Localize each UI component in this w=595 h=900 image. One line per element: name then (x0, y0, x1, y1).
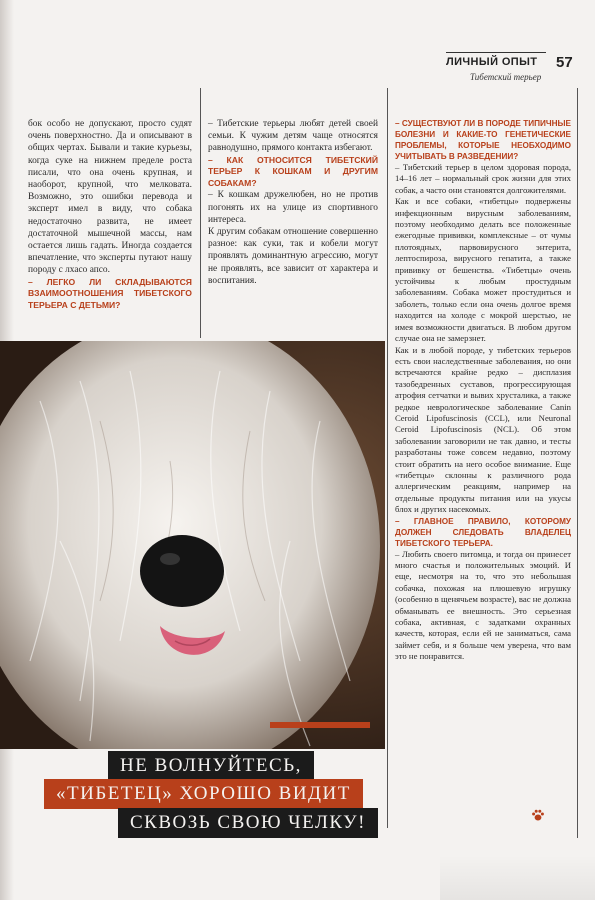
dog-nose (140, 535, 224, 607)
banner-line-2: «ТИБЕТЕЦ» ХОРОШО ВИДИТ (44, 779, 363, 809)
paw-icon (531, 808, 545, 822)
question-heading: – КАК ОТНОСИТСЯ ТИБЕТСКИЙ ТЕРЬЕР К КОШКАМ И ДРУГИМ СОБАКАМ? (208, 154, 378, 188)
paragraph: бок особо не допускают, просто судят очень поверхностно. Да и описывают в общих чертах. Бывали и такие курьезы, когда суке на нижнем пределе роста писали, что она очень крупная, и наоборот, крупной, что мелковата. Возможно, это ошибки перевода и эксперт имел в виду, что собака недостаточно развита, не имеет достаточной мышечной массы, нам остается лишь гадать. Иногда создается впечатление, что эксперты путают нашу породу с лхасо апсо. (28, 119, 192, 276)
paragraph: – Любить своего питомца, и тогда он принесет много счастья и положительных эмоций. И еще, несмотря на то, что это небольшая собачка, похожая на плюшевую игрушку (особенно в щенячьем возрасте), вас не должна обманывать ее внешность. Это серьезная собака, активная, с задатками охранных качеств, которая, если ей не заниматься, сама займет себя, и я больше чем уверена, что вам это не понравится. (395, 548, 571, 662)
paragraph: К другим собакам отношение совершенно разное: как суки, так и кобели могут проявлять доминантную агрессию, могут не проявлять, все зависит от характера и воспитания. (208, 227, 378, 286)
accent-stripe (270, 722, 370, 728)
question-heading: – ГЛАВНОЕ ПРАВИЛО, КОТОРОМУ ДОЛЖЕН СЛЕДОВАТЬ ВЛАДЕЛЕЦ ТИБЕТСКОГО ТЕРЬЕРА. (395, 516, 571, 548)
question-heading: – СУЩЕСТВУЮТ ЛИ В ПОРОДЕ ТИПИЧНЫЕ БОЛЕЗНИ И КАКИЕ-ТО ГЕНЕТИЧЕСКИЕ ПРОБЛЕМЫ, КОТОРЫЕ НЕОБХОДИМО УЧИТЫВАТЬ В РАЗВЕДЕНИИ? (395, 119, 571, 161)
dog-illustration (0, 341, 385, 749)
banner-line-3: СКВОЗЬ СВОЮ ЧЕЛКУ! (118, 808, 378, 838)
column-1 (28, 118, 192, 311)
column-divider-3 (577, 88, 578, 838)
paragraph: – Тибетский терьер в целом здоровая порода, 14–16 лет – нормальный срок жизни для этих собак, а часто они становятся долгожителями. (395, 162, 571, 195)
paragraph: – К кошкам дружелюбен, но не против погонять их на улице из спортивного интереса. (208, 190, 378, 225)
paragraph: Как и все собаки, «тибетцы» подвержены инфекционным вирусным заболеваниям, поэтому необходимо делать все положенные ежегодные прививки, комплексные – от чумы плотоядных, парвовирусного энтерита, лептоспироза, вирусного гепатита, а также прививку от бешенства. «Тибетцы» очень устойчивы к любым простудным заболеваниям. Собака может простудиться и заболеть, только если она очень долгое время находится на холоде с мокрой шерстью, не имея возможности двигаться. В любом другом случае она не замерзнет. (395, 196, 571, 344)
page-edge-shadow (440, 855, 595, 900)
paragraph: – Тибетские терьеры любят детей своей семьи. К чужим детям чаще относятся равнодушно, прямого контакта избегают. (208, 119, 378, 154)
column-2 (208, 118, 378, 287)
column-divider-2 (387, 88, 388, 828)
page-number: 57 (556, 54, 573, 71)
header-rule (446, 52, 546, 53)
section-title: ЛИЧНЫЙ ОПЫТ (446, 56, 538, 68)
dog-photo (0, 341, 385, 749)
paragraph: Как и в любой породе, у тибетских терьеров есть свои наследственные заболевания, но они встречаются крайне редко – дисплазия тазобедренных суставов, прогрессирующая атрофия сетчатки и вывих хрусталика, а также редкое неврологическое заболевание Canin Ceroid Lipofuscinosis (CCL), или Neuronal Ceroid Lipofuscinosis (NCL). Об этом заболевании заговорили не так давно, и тесты разработаны тоже совсем недавно, поэтому стоит обратить на него особое внимание. Еще «тибетцы» склонны к различного рода аллергическим реакциям, например на отдельные продукты питания или на укусы блох и других насекомых. (395, 344, 571, 515)
column-divider-1 (200, 88, 201, 338)
column-3 (395, 118, 571, 663)
question-heading: – ЛЕГКО ЛИ СКЛАДЫВАЮТСЯ ВЗАИМООТНОШЕНИЯ ТИБЕТСКОГО ТЕРЬЕРА С ДЕТЬМИ? (28, 276, 192, 310)
article-subtitle: Тибетский терьер (470, 72, 542, 82)
banner-line-1: НЕ ВОЛНУЙТЕСЬ, (108, 751, 314, 781)
